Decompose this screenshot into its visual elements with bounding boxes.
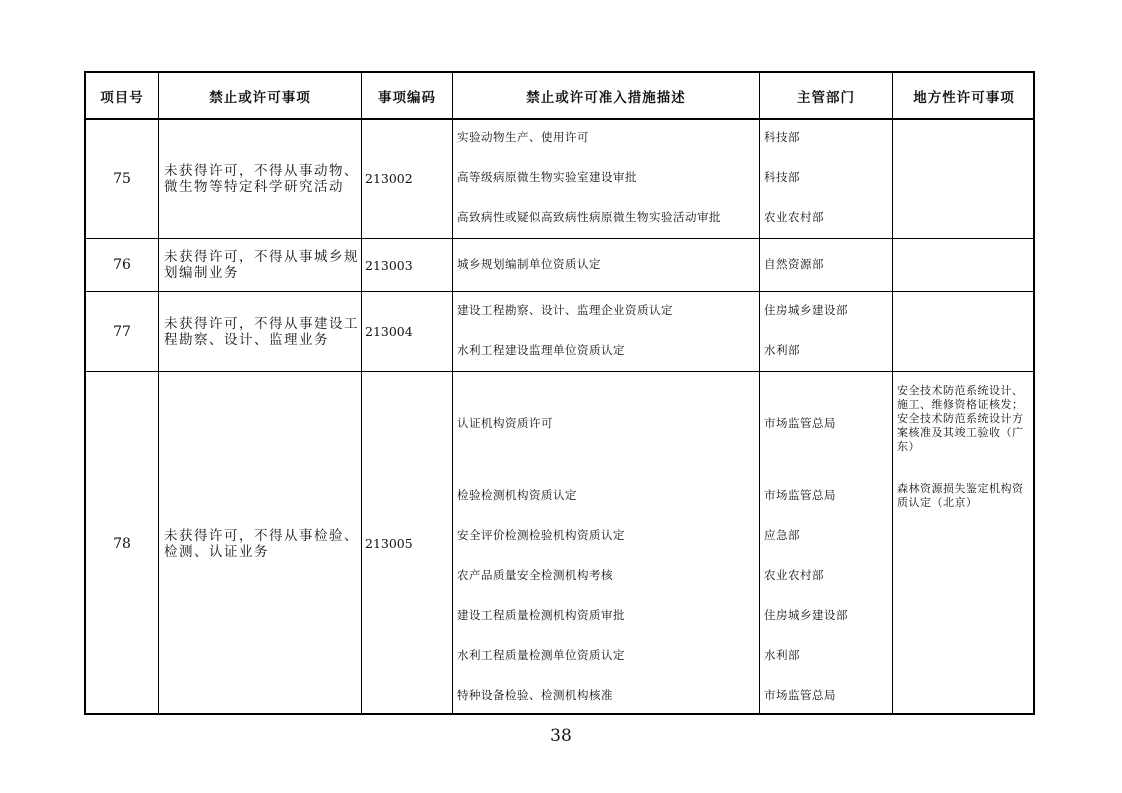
row-item	[159, 239, 361, 291]
measure-dept: 科技部	[764, 170, 800, 184]
measure-dept: 水利部	[764, 648, 800, 662]
page-number: 38	[550, 726, 572, 746]
measure-dept: 科技部	[764, 130, 800, 144]
measure-desc: 检验检测机构资质认定	[457, 488, 577, 502]
row-item-text: 未获得许可，不得从事建设工程勘察、设计、监理业务	[164, 315, 359, 348]
column-divider	[892, 73, 893, 713]
row-item-text: 未获得许可，不得从事动物、微生物等特定科学研究活动	[164, 162, 359, 195]
row-item	[159, 119, 361, 238]
row-number: 78	[113, 535, 131, 552]
measure-dept: 住房城乡建设部	[764, 303, 848, 317]
permit-table	[84, 71, 1035, 715]
header-item: 禁止或许可事项	[209, 90, 311, 106]
header-code: 事项编码	[378, 90, 436, 106]
measure-desc: 实验动物生产、使用许可	[457, 130, 589, 144]
row-item-text: 未获得许可，不得从事检验、检测、认证业务	[164, 527, 359, 560]
measure-dept: 水利部	[764, 343, 800, 357]
measure-dept: 应急部	[764, 528, 800, 542]
row-code: 213003	[365, 257, 413, 273]
measure-dept: 市场监管总局	[764, 688, 836, 702]
column-divider	[759, 73, 760, 713]
row-code: 213004	[365, 324, 413, 339]
row-item-text: 未获得许可，不得从事城乡规划编制业务	[164, 249, 359, 281]
header-measure: 禁止或许可准入措施描述	[526, 90, 686, 106]
measure-desc: 高等级病原微生物实验室建设审批	[457, 170, 637, 184]
measure-dept: 自然资源部	[764, 257, 824, 271]
measure-desc: 认证机构资质许可	[457, 416, 553, 430]
measure-desc: 高致病性或疑似高致病性病原微生物实验活动审批	[457, 210, 721, 224]
header-local: 地方性许可事项	[913, 90, 1015, 106]
measure-dept: 农业农村部	[764, 568, 824, 582]
row-code: 213005	[365, 536, 413, 551]
measure-desc: 特种设备检验、检测机构核准	[457, 688, 613, 702]
local-permit: 森林资源损失鉴定机构资质认定（北京）	[897, 482, 1024, 509]
header-department: 主管部门	[797, 90, 855, 106]
row-number: 75	[113, 170, 131, 187]
measure-desc: 安全评价检测检验机构资质认定	[457, 528, 625, 542]
measure-desc: 农产品质量安全检测机构考核	[457, 568, 613, 582]
measure-desc: 城乡规划编制单位资质认定	[457, 257, 601, 271]
row-item	[159, 372, 361, 715]
measure-desc: 建设工程质量检测机构资质审批	[457, 608, 625, 622]
row-code: 213002	[365, 171, 413, 186]
measure-desc: 水利工程建设监理单位资质认定	[457, 343, 625, 357]
row-number: 76	[113, 257, 131, 273]
column-divider	[452, 73, 453, 713]
local-permit: 安全技术防范系统设计、施工、维修资格证核发；安全技术防范系统设计方案核准及其竣工验收（广东）	[897, 384, 1024, 453]
row-number: 77	[113, 323, 131, 340]
measure-desc: 水利工程质量检测单位资质认定	[457, 648, 625, 662]
measure-dept: 市场监管总局	[764, 416, 836, 430]
row-item	[159, 292, 361, 371]
measure-dept: 市场监管总局	[764, 488, 836, 502]
measure-dept: 农业农村部	[764, 210, 824, 224]
measure-desc: 建设工程勘察、设计、监理企业资质认定	[457, 303, 673, 317]
measure-dept: 住房城乡建设部	[764, 608, 848, 622]
header-project-no: 项目号	[100, 90, 144, 106]
